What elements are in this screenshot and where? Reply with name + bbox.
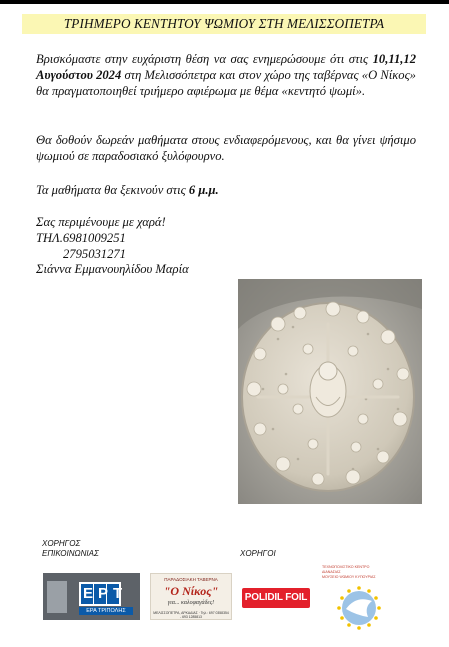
nikos-logo-sub: για... καλοφαγάδες! <box>167 600 215 606</box>
page-title: ΤΡΙΗΜΕΡΟ ΚΕΝΤΗΤΟΥ ΨΩΜΙΟΥ ΣΤΗ ΜΕΛΙΣΣΟΠΕΤΡΑ <box>22 14 426 34</box>
ert-logo-sub: ΕΡΑ ΤΡΙΠΟΛΗΣ <box>86 608 126 614</box>
museum-logo-line3: ΜΟΥΣΕΙΟ ΨΩΜΙΟΥ ΚΥΠΟΥΡΙΑΣ <box>322 575 376 579</box>
bread-museum-logo <box>322 565 398 633</box>
museum-emblem-icon <box>334 585 384 631</box>
comm-sponsor-label-line1: ΧΟΡΗΓΟΣ <box>42 539 81 548</box>
sponsors-label: ΧΟΡΗΓΟΙ <box>240 549 276 558</box>
comm-sponsor-label <box>42 539 99 559</box>
announcement-paragraph <box>36 52 416 99</box>
greeting: Σας περιμένουμε με χαρά! <box>36 215 166 229</box>
organizer-name: Σιάννα Εμμανουηλίδου Μαρία <box>36 262 189 277</box>
start-time: 6 μ.μ. <box>188 183 219 197</box>
comm-sponsor-label-line2: ΕΠΙΚΟΙΝΩΝΙΑΣ <box>42 549 99 558</box>
start-time-paragraph <box>36 183 416 199</box>
top-border <box>0 0 449 4</box>
ert-logo-text: ΕΡΤ <box>83 585 128 602</box>
nikos-logo-bottom: ΜΕΛΙΣΣΟΠΕΤΡΑ, ΑΡΚΑΔΙΑΣ · Τηλ.: 697 0358354 - 693 1285813 <box>153 611 229 619</box>
lessons-paragraph: Θα δοθούν δωρεάν μαθήματα στους ενδιαφερόμενους, και θα γίνει ψήσιμο ψωμιού σε παραδοσιακό ξυλόφουρνο. <box>36 133 416 163</box>
nikos-logo-name: "Ο Νίκος" <box>163 584 219 598</box>
phone-2: 2795031271 <box>63 246 126 261</box>
phone-1: ΤΗΛ.6981009251 <box>36 230 126 245</box>
start-time-text: Τα μαθήματα θα ξεκινούν στις <box>36 183 186 197</box>
announcement-rest: στη Μελισσόπετρα και στον χώρο της ταβέρνας «Ο Νίκος» θα πραγματοποιηθεί τριήμερο αφιέρωμα με θέμα «κεντητό ψωμί». <box>36 67 416 98</box>
polidil-foil-logo <box>242 588 310 608</box>
museum-logo-line1: ΤΕΧΝΟΠΟΛΙΣΤΙΚΟ ΚΕΝΤΡΟ <box>322 565 370 569</box>
announcement-intro: Βρισκόμαστε στην ευχάριστη θέση να σας ενημερώσουμε ότι στις <box>36 52 369 66</box>
embroidered-bread-photo <box>238 279 422 504</box>
bread-illustration <box>238 279 422 504</box>
event-dates: 10,11,12 Αυγούστου 2024 <box>36 52 417 82</box>
nikos-taverna-logo <box>150 573 232 620</box>
ert-logo <box>43 573 140 620</box>
nikos-logo-top: ΠΑΡΑΔΟΣΙΑΚΗ ΤΑΒΕΡΝΑ <box>164 577 218 582</box>
museum-logo-line2: ΔΙΑΝΑΣΙΑΣ <box>322 570 341 574</box>
polidil-logo-text: POLIDIL FOIL <box>242 588 310 608</box>
contact-block <box>36 215 189 278</box>
